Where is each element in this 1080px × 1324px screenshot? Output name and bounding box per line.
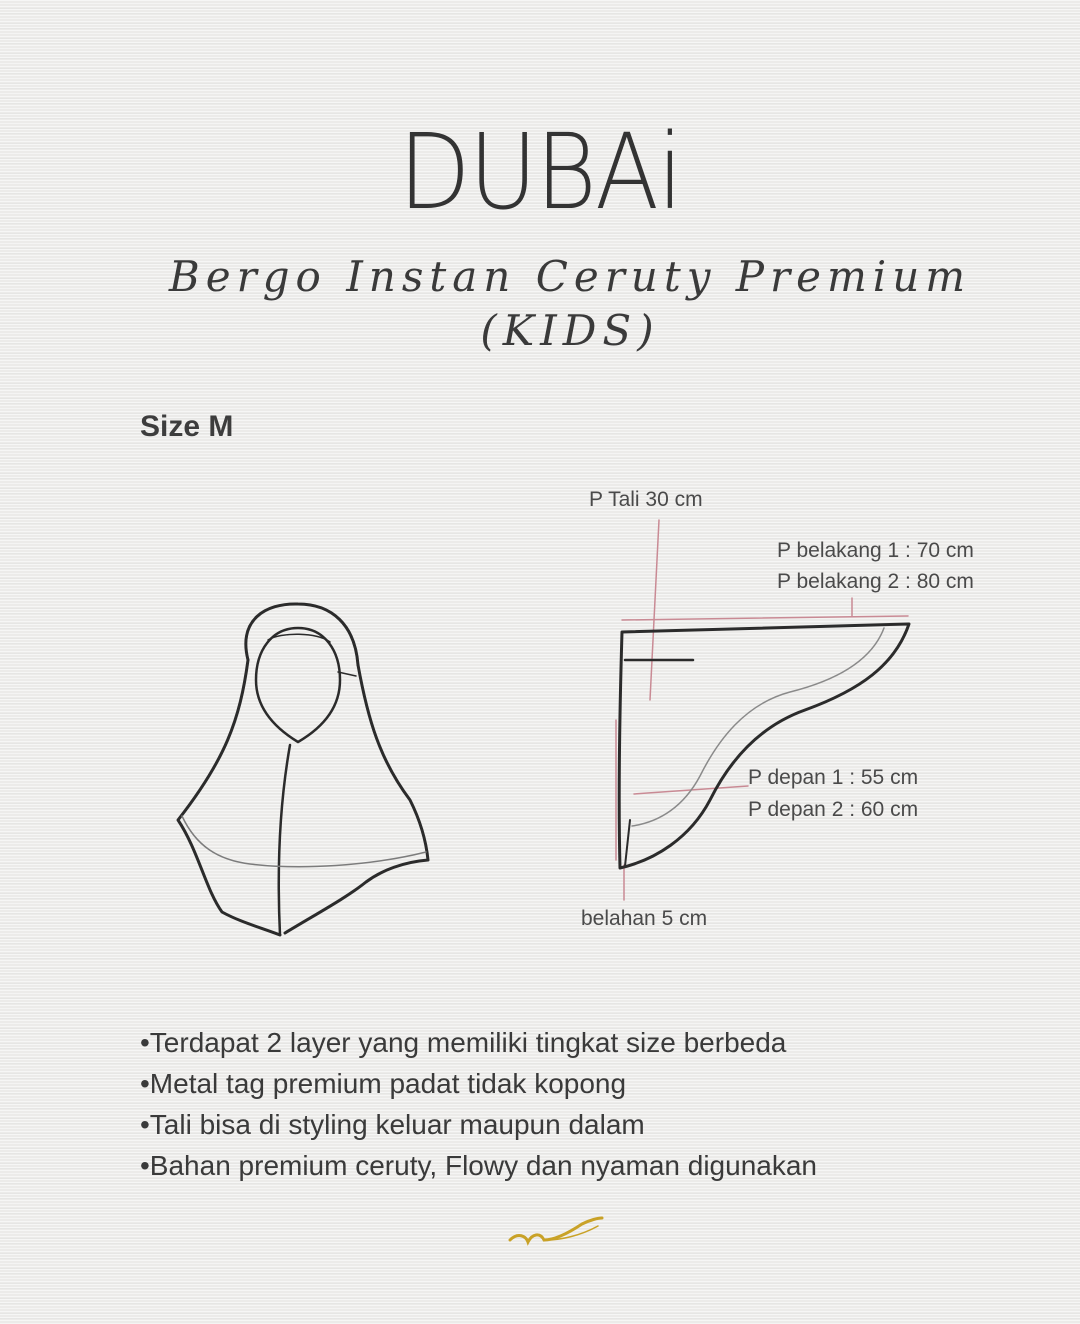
feature-item: •Bahan premium ceruty, Flowy dan nyaman digunakan bbox=[140, 1150, 817, 1181]
product-title-line1: Bergo Instan Ceruty Premium bbox=[168, 252, 972, 301]
brand-logo: DUBAi bbox=[398, 111, 682, 233]
product-title-line2: (KIDS) bbox=[480, 306, 660, 355]
front-length-2-label: P depan 2 : 60 cm bbox=[748, 798, 919, 821]
slit-length-label: belahan 5 cm bbox=[581, 907, 708, 930]
front-length-1-label: P depan 1 : 55 cm bbox=[748, 766, 919, 789]
tali-length-label: P Tali 30 cm bbox=[589, 488, 703, 511]
signature-logo bbox=[510, 1218, 602, 1242]
hijab-front-view-illustration bbox=[178, 604, 428, 935]
back-length-1-label: P belakang 1 : 70 cm bbox=[777, 539, 974, 562]
feature-item: •Terdapat 2 layer yang memiliki tingkat size berbeda bbox=[140, 1027, 787, 1058]
back-length-2-label: P belakang 2 : 80 cm bbox=[777, 570, 974, 593]
feature-item: •Metal tag premium padat tidak kopong bbox=[140, 1068, 627, 1099]
feature-item: •Tali bisa di styling keluar maupun dalam bbox=[140, 1109, 645, 1140]
feature-list bbox=[140, 1022, 817, 1186]
size-label: Size M bbox=[140, 410, 234, 443]
